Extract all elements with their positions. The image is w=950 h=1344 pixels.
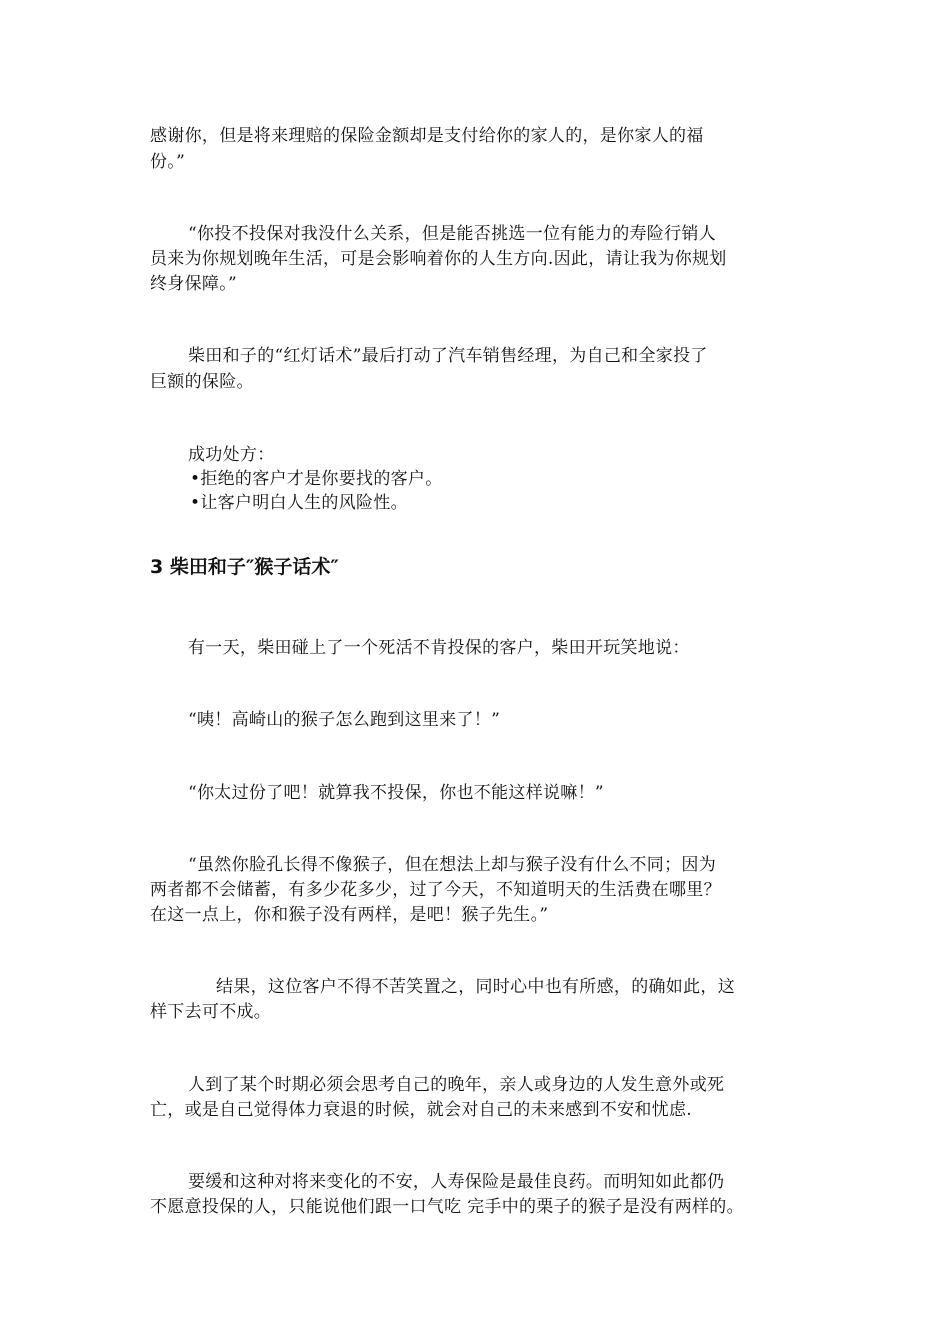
recipe-item-2: •让客户明白人生的风险性。 [190,493,408,513]
paragraph-9-line-2: 亡，或是自己觉得体力衰退的时候，就会对自己的未来感到不安和忧虑. [150,1100,693,1120]
paragraph-3-line-2: 巨额的保险。 [150,372,254,392]
paragraph-2-line-3: 终身保障。” [150,274,237,294]
paragraph-6-line-1: “你太过份了吧！就算我不投保，你也不能这样说嘛！” [188,783,604,803]
paragraph-2-line-1: “你投不投保对我没什么关系，但是能否挑选一位有能力的寿险行销人 [188,224,716,244]
paragraph-7-line-3: 在这一点上，你和猴子没有两样，是吧！猴子先生。” [150,905,549,925]
paragraph-7-line-1: “虽然你脸孔长得不像猴子，但在想法上却与猴子没有什么不同；因为 [188,855,716,875]
paragraph-8-line-2: 样下去可不成。 [150,1002,272,1022]
paragraph-1-line-1: 感谢你，但是将来理赔的保险金额却是支付给你的家人的，是你家人的福 [150,126,704,146]
paragraph-7-line-2: 两者都不会储蓄，有多少花多少，过了今天，不知道明天的生活费在哪里？ [150,880,721,900]
section-heading: 3 柴田和子″猴子话术″ [150,556,339,578]
paragraph-1-line-2: 份。” [150,152,186,172]
recipe-item-1: •拒绝的客户才是你要找的客户。 [190,469,443,489]
paragraph-4-line-1: 有一天，柴田碰上了一个死活不肯投保的客户，柴田开玩笑地说： [188,638,690,658]
paragraph-2-line-2: 员来为你规划晚年生活，可是会影响着你的人生方向.因此，请让我为你规划 [150,249,727,269]
paragraph-10-line-2: 不愿意投保的人，只能说他们跟一口气吃 完手中的栗子的猴子是没有两样的。 [150,1197,744,1217]
paragraph-5-line-1: “咦！高崎山的猴子怎么跑到这里来了！” [188,710,501,730]
paragraph-9-line-1: 人到了某个时期必须会思考自己的晚年，亲人或身边的人发生意外或死 [188,1075,725,1095]
recipe-label: 成功处方： [188,445,275,465]
paragraph-10-line-1: 要缓和这种对将来变化的不安，人寿保险是最佳良药。而明知如此都仍 [188,1172,725,1192]
paragraph-8-line-1: 结果，这位客户不得不苦笑置之，同时心中也有所感，的确如此，这 [216,977,735,997]
paragraph-3-line-1: 柴田和子的“红灯话术”最后打动了汽车销售经理，为自己和全家投了 [188,346,708,366]
